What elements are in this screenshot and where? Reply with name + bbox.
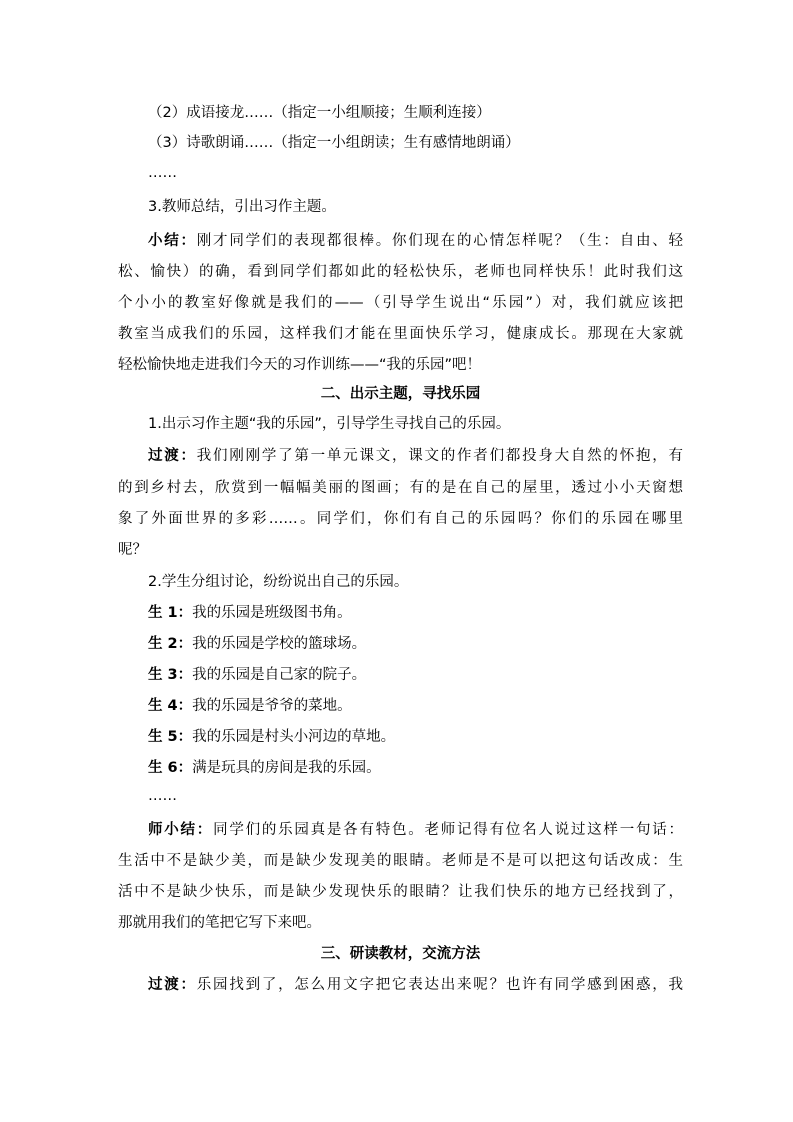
list-item-poem-recital: （3）诗歌朗诵……（指定一小组朗读；生有感情地朗诵） — [148, 135, 520, 151]
student-answer: 生 1：我的乐园是班级图书角。 — [148, 605, 352, 621]
paragraph-label: 过渡： — [148, 977, 197, 993]
student-label: 生 5： — [148, 729, 193, 745]
section-heading: 二、出示主题，寻找乐园 — [320, 386, 481, 402]
paragraph-line: 教室当成我们的乐园，这样我们才能在里面快乐学习，健康成长。那现在大家就 — [118, 326, 683, 342]
paragraph-line: 轻松愉快地走进我们今天的习作训练——“我的乐园”吧！ — [118, 357, 482, 373]
student-answer: 生 6：满是玩具的房间是我的乐园。 — [148, 760, 381, 776]
paragraph-line: 小结：刚才同学们的表现都很棒。你们现在的心情怎样呢？（生：自由、轻 — [148, 233, 683, 249]
step-group-discussion: 2.学生分组讨论，纷纷说出自己的乐园。 — [148, 574, 409, 590]
paragraph-line: 过渡：我们刚刚学了第一单元课文，课文的作者们都投身大自然的怀抱，有 — [148, 448, 683, 464]
step-teacher-summary: 3.教师总结，引出习作主题。 — [148, 199, 336, 215]
paragraph-line: 象了外面世界的多彩……。同学们，你们有自己的乐园吗？你们的乐园在哪里 — [118, 511, 683, 527]
paragraph-line: 呢？ — [118, 542, 147, 558]
paragraph-line: 个小小的教室好像就是我们的——（引导学生说出“乐园”）对，我们就应该把 — [118, 295, 683, 311]
paragraph-line: 生活中不是缺少美，而是缺少发现美的眼睛。老师是不是可以把这句话改成：生 — [118, 853, 683, 869]
paragraph-line: 师小结：同学们的乐园真是各有特色。老师记得有位名人说过这样一句话： — [148, 822, 683, 838]
student-label: 生 2： — [148, 636, 193, 652]
student-answer: 生 5：我的乐园是村头小河边的草地。 — [148, 729, 396, 745]
student-label: 生 6： — [148, 760, 193, 776]
student-label: 生 4： — [148, 698, 193, 714]
paragraph-line: 过渡：乐园找到了，怎么用文字把它表达出来呢？也许有同学感到困惑，我 — [148, 977, 683, 993]
paragraph-line: 活中不是缺少快乐，而是缺少发现快乐的眼睛？让我们快乐的地方已经找到了， — [118, 884, 683, 900]
student-label: 生 3： — [148, 667, 193, 683]
list-item-idiom-chain: （2）成语接龙……（指定一小组顺接；生顺利连接） — [148, 105, 491, 121]
student-answer: 生 3：我的乐园是自己家的院子。 — [148, 667, 367, 683]
paragraph-line: 的到乡村去，欣赏到一幅幅美丽的图画；有的是在自己的屋里，透过小小天窗想 — [118, 480, 683, 496]
step-show-topic: 1.出示习作主题“我的乐园”，引导学生寻找自己的乐园。 — [148, 416, 511, 432]
paragraph-line: 松、愉快）的确，看到同学们都如此的轻松快乐，老师也同样快乐！此时我们这 — [118, 264, 683, 280]
student-answer: 生 4：我的乐园是爷爷的菜地。 — [148, 698, 352, 714]
ellipsis: …… — [148, 788, 177, 804]
paragraph-label: 师小结： — [148, 822, 214, 838]
paragraph-line: 那就用我们的笔把它写下来吧。 — [118, 915, 321, 931]
paragraph-label: 小结： — [148, 233, 197, 249]
paragraph-label: 过渡： — [148, 448, 197, 464]
student-label: 生 1： — [148, 605, 193, 621]
student-answer: 生 2：我的乐园是学校的篮球场。 — [148, 636, 367, 652]
section-heading: 三、研读教材，交流方法 — [320, 946, 481, 962]
ellipsis: …… — [148, 165, 177, 181]
